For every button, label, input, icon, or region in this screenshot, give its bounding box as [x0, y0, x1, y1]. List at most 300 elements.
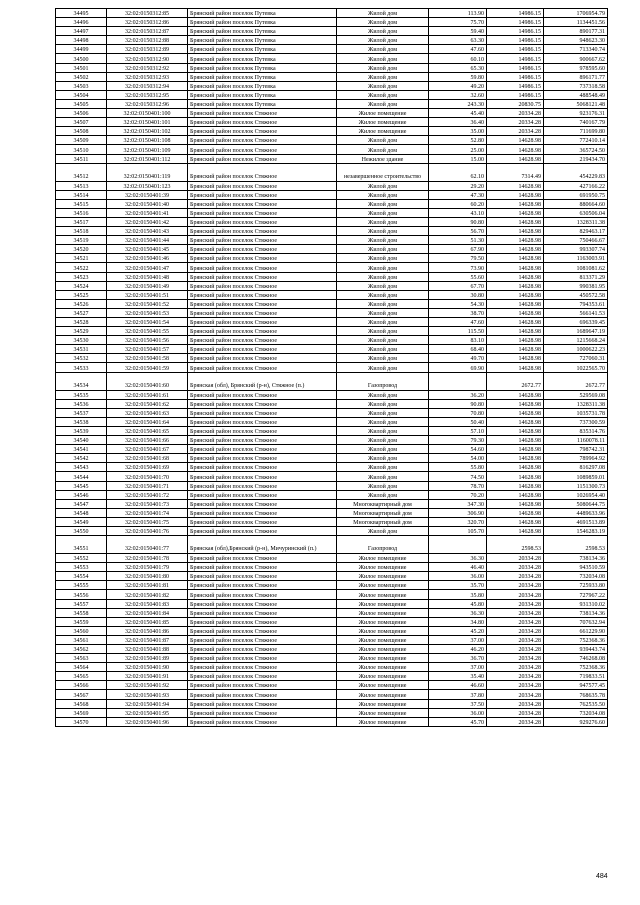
address-cell: Брянский район поселок Стяжное [188, 327, 337, 336]
area-cell: 25.00 [429, 145, 487, 154]
cadastral-value-cell: 1151300.73 [544, 481, 608, 490]
area-cell: 34.80 [429, 617, 487, 626]
object-type-cell: Жилой дом [337, 227, 429, 236]
row-number-cell: 34567 [56, 690, 107, 699]
specific-value-cell: 20830.75 [487, 99, 544, 108]
table-row [56, 45, 608, 54]
table-row [56, 481, 608, 490]
specific-value-cell: 14628.98 [487, 454, 544, 463]
row-number-cell: 34528 [56, 318, 107, 327]
specific-value-cell: 14628.98 [487, 281, 544, 290]
row-number-cell: 34520 [56, 245, 107, 254]
specific-value-cell: 14986.15 [487, 81, 544, 90]
row-number-cell: 34550 [56, 526, 107, 535]
cadastral-number-cell: 32:02:0150401:66 [107, 436, 188, 445]
row-number-cell: 34537 [56, 408, 107, 417]
specific-value-cell: 20334.28 [487, 672, 544, 681]
address-cell: Брянский район поселок Стяжное [188, 263, 337, 272]
cadastral-number-cell: 32:02:0150401:87 [107, 635, 188, 644]
address-cell: Брянский район поселок Стяжное [188, 563, 337, 572]
object-type-cell: Жилой дом [337, 36, 429, 45]
specific-value-cell: 20334.28 [487, 590, 544, 599]
row-number-cell: 34545 [56, 481, 107, 490]
cadastral-number-cell: 32:02:0150401:53 [107, 308, 188, 317]
specific-value-cell: 14986.15 [487, 72, 544, 81]
address-cell: Брянский район поселок Стяжное [188, 517, 337, 526]
cadastral-value-cell: 427166.22 [544, 181, 608, 190]
table-row [56, 127, 608, 136]
area-cell: 35.70 [429, 581, 487, 590]
table-row [56, 554, 608, 563]
row-number-cell: 34569 [56, 708, 107, 717]
row-number-cell: 34570 [56, 717, 107, 726]
cadastral-value-cell: 719833.51 [544, 672, 608, 681]
specific-value-cell: 20334.28 [487, 599, 544, 608]
table-row [56, 245, 608, 254]
row-number-cell: 34568 [56, 699, 107, 708]
cadastral-number-cell: 32:02:0150401:100 [107, 109, 188, 118]
specific-value-cell: 14628.98 [487, 236, 544, 245]
table-row [56, 390, 608, 399]
table-row [56, 290, 608, 299]
area-cell: 57.10 [429, 426, 487, 435]
object-type-cell: Жилой дом [337, 190, 429, 199]
address-cell: Брянский район поселок Стяжное [188, 190, 337, 199]
address-cell: Брянский район поселок Стяжное [188, 681, 337, 690]
specific-value-cell: 14986.15 [487, 36, 544, 45]
area-cell: 36.30 [429, 554, 487, 563]
object-type-cell: Жилой дом [337, 72, 429, 81]
cadastral-value-cell: 1328311.38 [544, 399, 608, 408]
area-cell: 347.30 [429, 499, 487, 508]
cadastral-number-cell: 32:02:0150401:80 [107, 572, 188, 581]
specific-value-cell: 14986.15 [487, 63, 544, 72]
address-cell: Брянский район поселок Стяжное [188, 699, 337, 708]
cadastral-number-cell: 32:02:0150401:78 [107, 554, 188, 563]
address-cell: Брянский район поселок Стяжное [188, 399, 337, 408]
specific-value-cell: 14628.98 [487, 145, 544, 154]
cadastral-number-cell: 32:02:0150401:55 [107, 327, 188, 336]
row-number-cell: 34502 [56, 72, 107, 81]
area-cell: 15.00 [429, 154, 487, 163]
specific-value-cell: 14628.98 [487, 508, 544, 517]
table-row [56, 408, 608, 417]
area-cell: 73.90 [429, 263, 487, 272]
area-cell: 35.80 [429, 590, 487, 599]
specific-value-cell: 20334.28 [487, 645, 544, 654]
cadastral-value-cell: 5080644.75 [544, 499, 608, 508]
row-number-cell: 34514 [56, 190, 107, 199]
table-row [56, 699, 608, 708]
object-type-cell: Жилое помещение [337, 599, 429, 608]
table-row [56, 654, 608, 663]
table-row [56, 572, 608, 581]
address-cell: Брянский район поселок Стяжное [188, 136, 337, 145]
specific-value-cell: 14628.98 [487, 363, 544, 372]
specific-value-cell: 14628.98 [487, 354, 544, 363]
address-cell: Брянский район поселок Стяжное [188, 109, 337, 118]
object-type-cell: Жилой дом [337, 526, 429, 535]
row-number-cell: 34516 [56, 208, 107, 217]
table-row [56, 581, 608, 590]
cadastral-value-cell: 529569.08 [544, 390, 608, 399]
cadastral-value-cell: 630506.04 [544, 208, 608, 217]
area-cell: 29.20 [429, 181, 487, 190]
cadastral-number-cell: 32:02:0150401:54 [107, 318, 188, 327]
cadastral-value-cell: 725933.80 [544, 581, 608, 590]
table-row [56, 254, 608, 263]
object-type-cell: Жилой дом [337, 208, 429, 217]
cadastral-number-cell: 32:02:0150401:79 [107, 563, 188, 572]
cadastral-number-cell: 32:02:0150401:91 [107, 672, 188, 681]
specific-value-cell: 14628.98 [487, 417, 544, 426]
address-cell: Брянский район поселок Стяжное [188, 363, 337, 372]
area-cell: 320.70 [429, 517, 487, 526]
object-type-cell: Жилое помещение [337, 118, 429, 127]
table-row [56, 9, 608, 18]
area-cell: 47.30 [429, 190, 487, 199]
address-cell: Брянский район поселок Стяжное [188, 145, 337, 154]
table-row [56, 318, 608, 327]
specific-value-cell: 14628.98 [487, 136, 544, 145]
cadastral-value-cell: 365724.50 [544, 145, 608, 154]
cadastral-number-cell: 32:02:0150312:95 [107, 90, 188, 99]
cadastral-number-cell: 32:02:0150401:39 [107, 190, 188, 199]
table-row [56, 109, 608, 118]
address-cell: Брянский район поселок Стяжное [188, 408, 337, 417]
object-type-cell: Жилой дом [337, 490, 429, 499]
row-number-cell: 34512 [56, 163, 107, 181]
table-row [56, 327, 608, 336]
cadastral-value-cell: 1215668.24 [544, 336, 608, 345]
area-cell: 32.60 [429, 90, 487, 99]
row-number-cell: 34515 [56, 199, 107, 208]
address-cell: Брянский район поселок Стяжное [188, 227, 337, 236]
area-cell: 62.10 [429, 163, 487, 181]
specific-value-cell: 14628.98 [487, 390, 544, 399]
row-number-cell: 34499 [56, 45, 107, 54]
cadastral-value-cell: 1081081.62 [544, 263, 608, 272]
object-type-cell: Жилое помещение [337, 127, 429, 136]
cadastral-value-cell: 772410.14 [544, 136, 608, 145]
row-number-cell: 34557 [56, 599, 107, 608]
row-number-cell: 34519 [56, 236, 107, 245]
area-cell: 70.20 [429, 490, 487, 499]
area-cell: 36.40 [429, 118, 487, 127]
address-cell: Брянский район поселок Путевка [188, 54, 337, 63]
table-row [56, 217, 608, 226]
cadastral-number-cell: 32:02:0150401:64 [107, 417, 188, 426]
specific-value-cell: 14986.15 [487, 45, 544, 54]
address-cell: Брянский район поселок Стяжное [188, 254, 337, 263]
object-type-cell: Жилой дом [337, 481, 429, 490]
cadastral-number-cell: 32:02:0150401:92 [107, 681, 188, 690]
cadastral-number-cell: 32:02:0150401:77 [107, 536, 188, 554]
specific-value-cell: 14628.98 [487, 408, 544, 417]
area-cell: 90.80 [429, 217, 487, 226]
table-row [56, 345, 608, 354]
cadastral-value-cell: 929276.60 [544, 717, 608, 726]
table-row [56, 99, 608, 108]
area-cell: 45.80 [429, 599, 487, 608]
address-cell: Брянский район поселок Стяжное [188, 463, 337, 472]
row-number-cell: 34563 [56, 654, 107, 663]
area-cell: 45.20 [429, 626, 487, 635]
specific-value-cell: 20334.28 [487, 708, 544, 717]
cadastral-value-cell: 1160078.11 [544, 436, 608, 445]
address-cell: Брянский район поселок Стяжное [188, 390, 337, 399]
area-cell: 36.70 [429, 654, 487, 663]
table-row [56, 72, 608, 81]
specific-value-cell: 20334.28 [487, 563, 544, 572]
object-type-cell: Жилой дом [337, 63, 429, 72]
row-number-cell: 34538 [56, 417, 107, 426]
cadastral-value-cell: 696339.45 [544, 318, 608, 327]
address-cell: Брянский район поселок Стяжное [188, 118, 337, 127]
object-type-cell: Жилой дом [337, 354, 429, 363]
row-number-cell: 34541 [56, 445, 107, 454]
cadastral-number-cell: 32:02:0150401:57 [107, 345, 188, 354]
row-number-cell: 34510 [56, 145, 107, 154]
table-row [56, 299, 608, 308]
specific-value-cell: 14986.15 [487, 9, 544, 18]
area-cell: 46.20 [429, 645, 487, 654]
cadastral-value-cell: 450572.58 [544, 290, 608, 299]
address-cell: Брянский район поселок Стяжное [188, 708, 337, 717]
table-row [56, 617, 608, 626]
specific-value-cell: 14628.98 [487, 272, 544, 281]
address-cell: Брянский район поселок Стяжное [188, 554, 337, 563]
object-type-cell: Жилой дом [337, 463, 429, 472]
row-number-cell: 34547 [56, 499, 107, 508]
specific-value-cell: 20334.28 [487, 581, 544, 590]
cadastral-number-cell: 32:02:0150312:96 [107, 99, 188, 108]
table-row [56, 90, 608, 99]
object-type-cell: Жилое помещение [337, 617, 429, 626]
area-cell [429, 536, 487, 554]
cadastral-value-cell: 1089859.01 [544, 472, 608, 481]
table-row [56, 635, 608, 644]
cadastral-value-cell: 752368.36 [544, 663, 608, 672]
address-cell: Брянский район поселок Стяжное [188, 308, 337, 317]
address-cell: Брянский район поселок Стяжное [188, 236, 337, 245]
specific-value-cell: 14628.98 [487, 199, 544, 208]
row-number-cell: 34564 [56, 663, 107, 672]
specific-value-cell: 20334.28 [487, 699, 544, 708]
table-row [56, 163, 608, 181]
address-cell: Брянский район поселок Стяжное [188, 717, 337, 726]
specific-value-cell: 14628.98 [487, 254, 544, 263]
table-row [56, 363, 608, 372]
specific-value-cell: 20334.28 [487, 681, 544, 690]
row-number-cell: 34532 [56, 354, 107, 363]
cadastral-number-cell: 32:02:0150401:73 [107, 499, 188, 508]
object-type-cell: Жилой дом [337, 390, 429, 399]
cadastral-value-table [55, 8, 608, 727]
row-number-cell: 34542 [56, 454, 107, 463]
row-number-cell: 34527 [56, 308, 107, 317]
cadastral-number-cell: 32:02:0150401:101 [107, 118, 188, 127]
table-row [56, 272, 608, 281]
area-cell: 243.30 [429, 99, 487, 108]
table-row [56, 463, 608, 472]
specific-value-cell: 14628.98 [487, 499, 544, 508]
cadastral-value-cell: 890177.31 [544, 27, 608, 36]
cadastral-number-cell: 32:02:0150401:83 [107, 599, 188, 608]
address-cell: Брянский район поселок Стяжное [188, 336, 337, 345]
row-number-cell: 34503 [56, 81, 107, 90]
cadastral-number-cell: 32:02:0150401:119 [107, 163, 188, 181]
row-number-cell: 34506 [56, 109, 107, 118]
table-row [56, 281, 608, 290]
specific-value-cell: 14986.15 [487, 27, 544, 36]
cadastral-value-cell: 1163003.91 [544, 254, 608, 263]
table-row [56, 190, 608, 199]
area-cell: 67.70 [429, 281, 487, 290]
object-type-cell: Жилой дом [337, 290, 429, 299]
object-type-cell: Жилое помещение [337, 554, 429, 563]
cadastral-value-cell: 978595.60 [544, 63, 608, 72]
object-type-cell: Жилое помещение [337, 690, 429, 699]
area-cell: 46.60 [429, 681, 487, 690]
specific-value-cell: 20334.28 [487, 109, 544, 118]
cadastral-number-cell: 32:02:0150401:56 [107, 336, 188, 345]
area-cell: 47.60 [429, 45, 487, 54]
object-type-cell: Жилой дом [337, 245, 429, 254]
specific-value-cell: 14628.98 [487, 472, 544, 481]
row-number-cell: 34523 [56, 272, 107, 281]
object-type-cell: Жилое помещение [337, 635, 429, 644]
address-cell: Брянский район поселок Стяжное [188, 354, 337, 363]
object-type-cell: Газопровод [337, 536, 429, 554]
cadastral-number-cell: 32:02:0150401:86 [107, 626, 188, 635]
specific-value-cell: 14628.98 [487, 227, 544, 236]
cadastral-number-cell: 32:02:0150312:87 [107, 27, 188, 36]
row-number-cell: 34553 [56, 563, 107, 572]
cadastral-number-cell: 32:02:0150401:109 [107, 145, 188, 154]
address-cell: Брянский район поселок Стяжное [188, 645, 337, 654]
row-number-cell: 34508 [56, 127, 107, 136]
cadastral-number-cell: 32:02:0150401:40 [107, 199, 188, 208]
cadastral-value-cell: 798742.31 [544, 445, 608, 454]
cadastral-number-cell: 32:02:0150401:123 [107, 181, 188, 190]
object-type-cell: Жилое помещение [337, 563, 429, 572]
cadastral-value-cell: 762535.50 [544, 699, 608, 708]
address-cell: Брянский район поселок Стяжное [188, 581, 337, 590]
table-row [56, 54, 608, 63]
specific-value-cell: 20334.28 [487, 635, 544, 644]
cadastral-value-cell: 1022565.70 [544, 363, 608, 372]
cadastral-value-cell: 990381.95 [544, 281, 608, 290]
object-type-cell: Жилое помещение [337, 645, 429, 654]
area-cell: 75.70 [429, 18, 487, 27]
cadastral-number-cell: 32:02:0150401:72 [107, 490, 188, 499]
table-row [56, 436, 608, 445]
object-type-cell: Газопровод [337, 372, 429, 390]
cadastral-number-cell: 32:02:0150401:49 [107, 281, 188, 290]
cadastral-number-cell: 32:02:0150401:90 [107, 663, 188, 672]
object-type-cell: Жилой дом [337, 281, 429, 290]
address-cell: Брянский район поселок Путевка [188, 27, 337, 36]
cadastral-value-cell: 737318.58 [544, 81, 608, 90]
area-cell: 37.50 [429, 699, 487, 708]
address-cell: Брянский район поселок Стяжное [188, 635, 337, 644]
address-cell: Брянский район поселок Стяжное [188, 672, 337, 681]
object-type-cell: Жилой дом [337, 417, 429, 426]
specific-value-cell: 14628.98 [487, 481, 544, 490]
cadastral-value-cell: 1134451.56 [544, 18, 608, 27]
object-type-cell: незавершенное строительство [337, 163, 429, 181]
table-row [56, 490, 608, 499]
row-number-cell: 34533 [56, 363, 107, 372]
specific-value-cell: 14628.98 [487, 181, 544, 190]
area-cell: 306.90 [429, 508, 487, 517]
address-cell: Брянский район поселок Стяжное [188, 663, 337, 672]
object-type-cell: Жилое помещение [337, 590, 429, 599]
cadastral-value-cell: 835314.76 [544, 426, 608, 435]
address-cell: Брянский район поселок Стяжное [188, 281, 337, 290]
object-type-cell: Жилой дом [337, 263, 429, 272]
cadastral-value-cell: 993307.74 [544, 245, 608, 254]
area-cell: 35.00 [429, 127, 487, 136]
table-row [56, 499, 608, 508]
object-type-cell: Жилой дом [337, 363, 429, 372]
area-cell: 51.30 [429, 236, 487, 245]
area-cell: 79.30 [429, 436, 487, 445]
area-cell: 45.70 [429, 717, 487, 726]
cadastral-number-cell: 32:02:0150401:52 [107, 299, 188, 308]
specific-value-cell: 14986.15 [487, 18, 544, 27]
address-cell: Брянский район поселок Стяжное [188, 245, 337, 254]
cadastral-number-cell: 32:02:0150401:51 [107, 290, 188, 299]
object-type-cell: Жилой дом [337, 136, 429, 145]
object-type-cell: Жилой дом [337, 327, 429, 336]
row-number-cell: 34526 [56, 299, 107, 308]
specific-value-cell: 14986.15 [487, 54, 544, 63]
specific-value-cell: 14628.98 [487, 463, 544, 472]
row-number-cell: 34561 [56, 635, 107, 644]
object-type-cell: Многоквартирный дом [337, 499, 429, 508]
area-cell: 54.30 [429, 299, 487, 308]
cadastral-number-cell: 32:02:0150401:67 [107, 445, 188, 454]
address-cell: Брянский район поселок Стяжное [188, 345, 337, 354]
cadastral-number-cell: 32:02:0150401:89 [107, 654, 188, 663]
table-row [56, 372, 608, 390]
cadastral-value-cell: 923176.31 [544, 109, 608, 118]
cadastral-value-cell: 816297.08 [544, 463, 608, 472]
cadastral-value-cell: 943510.59 [544, 563, 608, 572]
row-number-cell: 34556 [56, 590, 107, 599]
table-row [56, 36, 608, 45]
object-type-cell: Жилой дом [337, 145, 429, 154]
table-row [56, 472, 608, 481]
row-number-cell: 34555 [56, 581, 107, 590]
cadastral-number-cell: 32:02:0150401:61 [107, 390, 188, 399]
address-cell: Брянский район поселок Стяжное [188, 454, 337, 463]
table-row [56, 81, 608, 90]
cadastral-value-cell: 746268.08 [544, 654, 608, 663]
object-type-cell: Жилое помещение [337, 654, 429, 663]
object-type-cell: Жилой дом [337, 336, 429, 345]
cadastral-value-cell: 661229.90 [544, 626, 608, 635]
cadastral-value-cell: 732034.08 [544, 572, 608, 581]
area-cell: 78.70 [429, 481, 487, 490]
cadastral-value-cell: 4489633.96 [544, 508, 608, 517]
table-row [56, 717, 608, 726]
cadastral-value-cell: 1328311.38 [544, 217, 608, 226]
address-cell: Брянский район поселок Стяжное [188, 654, 337, 663]
cadastral-value-cell: 829463.17 [544, 227, 608, 236]
